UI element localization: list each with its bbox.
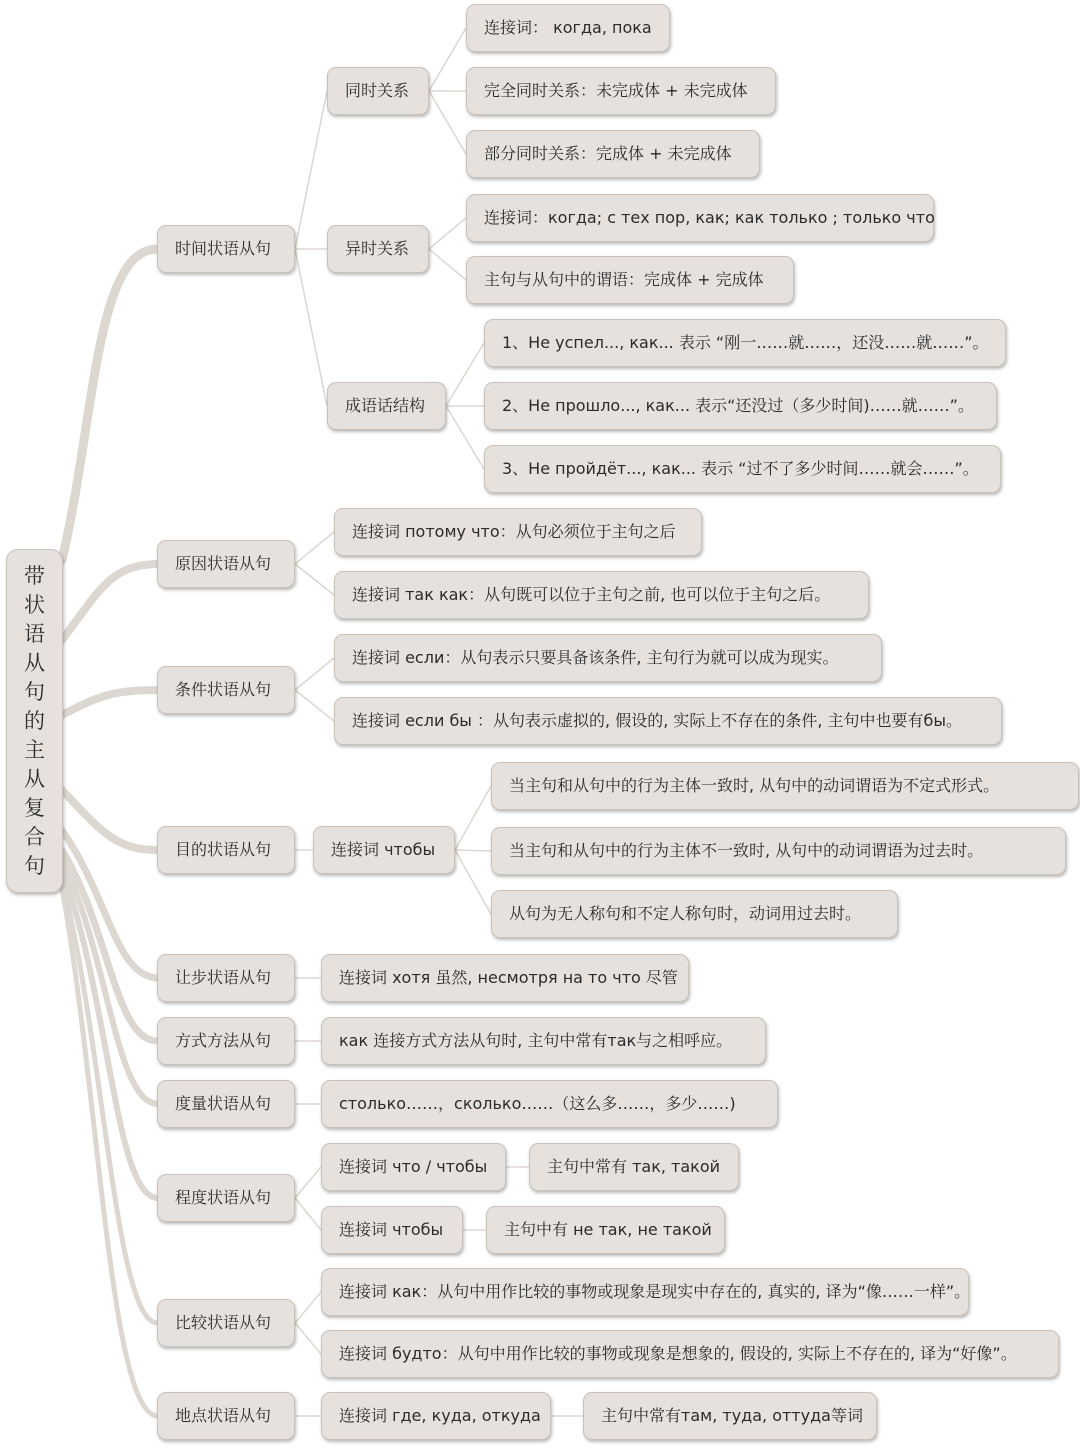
comparison-leaf: 连接词 как：从句中用作比较的事物或现象是现实中存在的, 真实的, 译为“像……一样”。 [321,1268,969,1316]
root-char: 的 [24,708,45,733]
category-measure-node: 度量状语从句 [157,1080,295,1128]
time-simultaneous-leaf: 完全同时关系：未完成体 + 未完成体 [466,67,776,115]
category-condition-node: 条件状语从句 [157,666,295,714]
time-idioms-leaf: 1、Не успел..., как... 表示 “刚一……就……，还没……就……”。 [484,319,1006,367]
category-purpose-node: 目的状语从句 [157,826,295,874]
place-note-leaf: 主句中常有там, туда, оттуда等词 [583,1392,877,1440]
condition-leaf: 连接词 если бы ：从句表示虚拟的, 假设的, 实际上不存在的条件, 主句中也要有бы。 [334,697,1002,745]
time-idioms-leaf: 2、Не прошло..., как... 表示“还没过（多少时间)……就……”。 [484,382,997,430]
category-cause-node: 原因状语从句 [157,540,295,588]
root-char: 语 [24,621,45,646]
root-char: 从 [24,766,45,791]
time-sequential-leaf: 连接词：когда; с тех пор, как; как только ; только что [466,194,934,242]
purpose-conjunction-node: 连接词 чтобы [313,826,455,874]
category-manner-node: 方式方法从句 [157,1017,295,1065]
root-char: 复 [24,795,45,820]
degree-conjunction-node: 连接词 чтобы [321,1206,463,1254]
manner-leaf: как 连接方式方法从句时, 主句中常有так与之相呼应。 [321,1017,766,1065]
measure-leaf: столько……，сколько……（这么多……，多少……) [321,1080,778,1128]
category-degree-node: 程度状语从句 [157,1174,295,1222]
category-comparison-node: 比较状语从句 [157,1299,295,1347]
cause-leaf: 连接词 так как：从句既可以位于主句之前, 也可以位于主句之后。 [334,571,869,619]
degree-note-leaf: 主句中常有 так, такой [529,1143,739,1191]
root-char: 带 [24,563,45,588]
purpose-leaf: 当主句和从句中的行为主体不一致时, 从句中的动词谓语为过去时。 [491,827,1066,875]
time-simultaneous-leaf: 部分同时关系：完成体 + 未完成体 [466,130,760,178]
time-sequential-leaf: 主句与从句中的谓语：完成体 + 完成体 [466,256,794,304]
time-sequential-node: 异时关系 [327,225,429,273]
root-char: 状 [24,592,45,617]
purpose-leaf: 当主句和从句中的行为主体一致时, 从句中的动词谓语为不定式形式。 [491,762,1079,810]
root-char: 合 [24,824,45,849]
category-concession-node: 让步状语从句 [157,954,295,1002]
degree-conjunction-node: 连接词 что / чтобы [321,1143,506,1191]
category-time-node: 时间状语从句 [157,225,295,273]
condition-leaf: 连接词 если：从句表示只要具备该条件, 主句行为就可以成为现实。 [334,634,882,682]
root-char: 句 [24,853,45,878]
category-place-node: 地点状语从句 [157,1392,295,1440]
time-simultaneous-leaf: 连接词： когда, пока [466,4,670,52]
root-char: 主 [24,737,45,762]
time-idioms-leaf: 3、Не пройдёт..., как... 表示 “过不了多少时间……就会……”。 [484,445,1001,493]
concession-leaf: 连接词 хотя 虽然, несмотря на то что 尽管 [321,954,689,1002]
cause-leaf: 连接词 потому что：从句必须位于主句之后 [334,508,702,556]
degree-note-leaf: 主句中有 не так, не такой [486,1206,725,1254]
purpose-leaf: 从句为无人称句和不定人称句时，动词用过去时。 [491,890,898,938]
root-node [6,549,63,893]
place-conjunction-node: 连接词 где, куда, откуда [321,1392,551,1440]
root-char: 句 [24,679,45,704]
comparison-leaf: 连接词 будто：从句中用作比较的事物或现象是想象的, 假设的, 实际上不存在的, 译为“好像”。 [321,1330,1059,1378]
root-char: 从 [24,650,45,675]
time-idioms-node: 成语话结构 [327,382,446,430]
time-simultaneous-node: 同时关系 [327,67,429,115]
